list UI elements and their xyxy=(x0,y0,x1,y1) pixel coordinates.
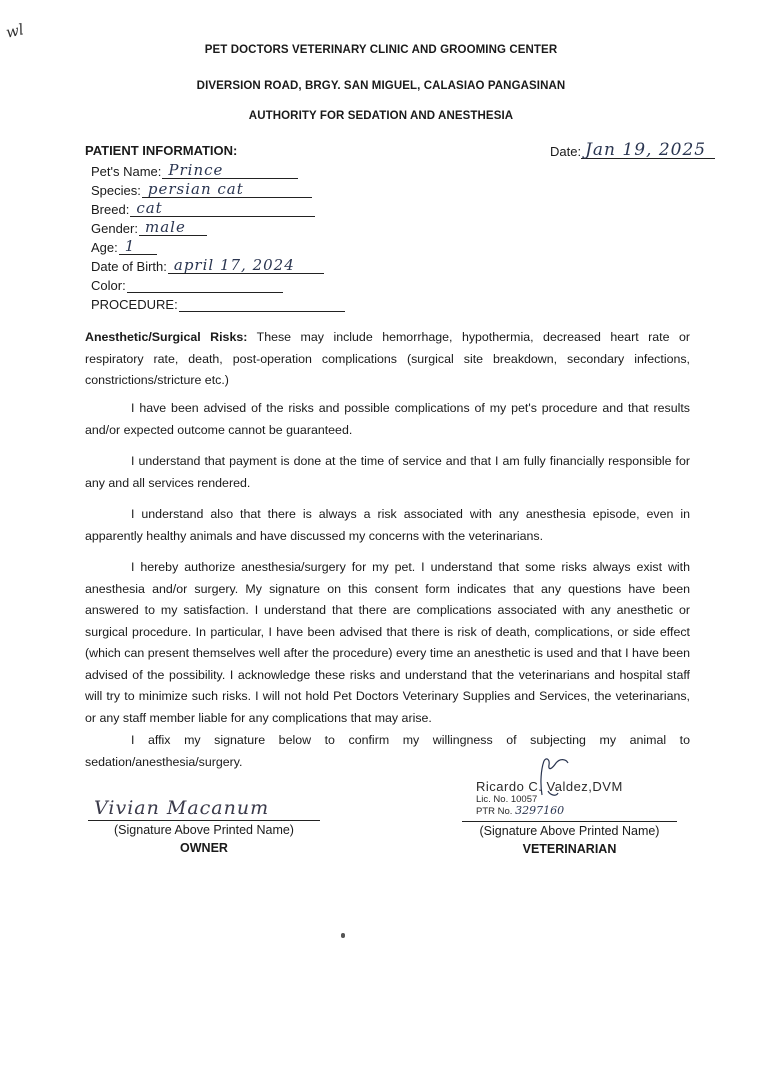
date-of-birth-value[interactable]: april 17, 2024 xyxy=(168,258,324,274)
date-label: Date: xyxy=(550,144,582,159)
procedure-label: PROCEDURE: xyxy=(91,297,178,312)
payment-paragraph: I understand that payment is done at the time of service and that I am fully financially responsible for any and all services rendered. xyxy=(85,454,690,490)
veterinarian-ptr xyxy=(476,805,623,817)
gender-value[interactable]: male xyxy=(139,220,207,236)
species-field[interactable] xyxy=(91,182,312,198)
affix-signature-paragraph: I affix my signature below to confirm my willingness of subjecting my animal to sedation/anesthesia/surgery. xyxy=(85,733,690,769)
owner-signature: Vivian Macanum xyxy=(94,797,270,819)
corner-handwritten-mark: wl xyxy=(4,20,26,42)
color-field[interactable] xyxy=(91,277,283,293)
authorization-paragraph: I hereby authorize anesthesia/surgery for my pet. I understand that some risks always exist with anesthesia and/or surgery. My signature on this consent form indicates that any questions have been answered to my satisfaction. I understand that there are complications associated with any anesthetic or surgical procedure. In particular, I have been advised that there is risk of death, complications, or side effect (which can present themselves well after the procedure) every time an anesthetic is used and that I have been advised of the possibility. I acknowledge these risks and understand that the veterinarians and hospital staff will try to minimize such risks. I will not hold Pet Doctors Veterinary Supplies and Services, the veterinarians, or any staff member liable for any complications that may arise. xyxy=(85,560,690,725)
date-of-birth-label: Date of Birth: xyxy=(91,259,167,274)
owner-signature-line[interactable] xyxy=(88,790,320,821)
procedure-value[interactable] xyxy=(179,296,345,312)
paper-speck xyxy=(341,933,345,938)
breed-label: Breed: xyxy=(91,202,130,217)
form-title: AUTHORITY FOR SEDATION AND ANESTHESIA xyxy=(248,110,514,122)
owner-signature-caption: (Signature Above Printed Name) xyxy=(114,823,294,837)
gender-label: Gender: xyxy=(91,221,138,236)
risk-association-paragraph: I understand also that there is always a risk associated with any anesthesia episode, even in apparently healthy animals and have discussed my concerns with the veterinarians. xyxy=(85,507,690,543)
date-field[interactable] xyxy=(550,142,715,159)
date-of-birth-field[interactable] xyxy=(91,258,324,274)
veterinarian-signature-caption: (Signature Above Printed Name) xyxy=(479,824,660,838)
species-label: Species: xyxy=(91,183,141,198)
ptr-value: 3297160 xyxy=(515,804,565,817)
owner-signature-block xyxy=(88,790,320,855)
advised-paragraph: I have been advised of the risks and possible complications of my pet's procedure and that results and/or expected outcome cannot be guaranteed. xyxy=(85,401,690,437)
date-value[interactable]: Jan 19, 2025 xyxy=(581,142,715,159)
age-value[interactable]: 1 xyxy=(119,239,157,255)
risks-heading: Anesthetic/Surgical Risks: xyxy=(85,330,248,344)
species-value[interactable]: persian cat xyxy=(142,182,312,198)
veterinarian-role-label: VETERINARIAN xyxy=(522,842,617,856)
clinic-address: DIVERSION ROAD, BRGY. SAN MIGUEL, CALASIAO PANGASINAN xyxy=(196,80,566,92)
breed-value[interactable]: cat xyxy=(130,201,315,217)
veterinarian-stamp xyxy=(476,779,623,817)
pet-name-label: Pet's Name: xyxy=(91,164,162,179)
risks-paragraph xyxy=(85,327,690,392)
risks-text: These may include hemorrhage, hypothermia, decreased heart rate or respiratory rate, death, post-operation complications (surgical site breakdown, secondary infections, constrictions/stricture etc.) xyxy=(85,330,690,387)
pet-name-value[interactable]: Prince xyxy=(162,163,298,179)
veterinarian-signature-block xyxy=(462,755,677,856)
age-label: Age: xyxy=(91,240,118,255)
ptr-label: PTR No. xyxy=(476,806,513,817)
clinic-name: PET DOCTORS VETERINARY CLINIC AND GROOMING CENTER xyxy=(204,44,558,56)
gender-field[interactable] xyxy=(91,220,207,236)
veterinarian-signature-line[interactable] xyxy=(462,755,677,822)
breed-field[interactable] xyxy=(91,201,315,217)
patient-information-heading: PATIENT INFORMATION: xyxy=(85,143,238,158)
pet-name-field[interactable] xyxy=(91,163,298,179)
age-field[interactable] xyxy=(91,239,157,255)
procedure-field[interactable] xyxy=(91,296,345,312)
veterinarian-name: Ricardo C. Valdez,DVM xyxy=(476,779,623,794)
color-value[interactable] xyxy=(127,277,283,293)
veterinarian-license: Lic. No. 10057 xyxy=(476,794,538,805)
color-label: Color: xyxy=(91,278,126,293)
owner-role-label: OWNER xyxy=(180,841,228,855)
